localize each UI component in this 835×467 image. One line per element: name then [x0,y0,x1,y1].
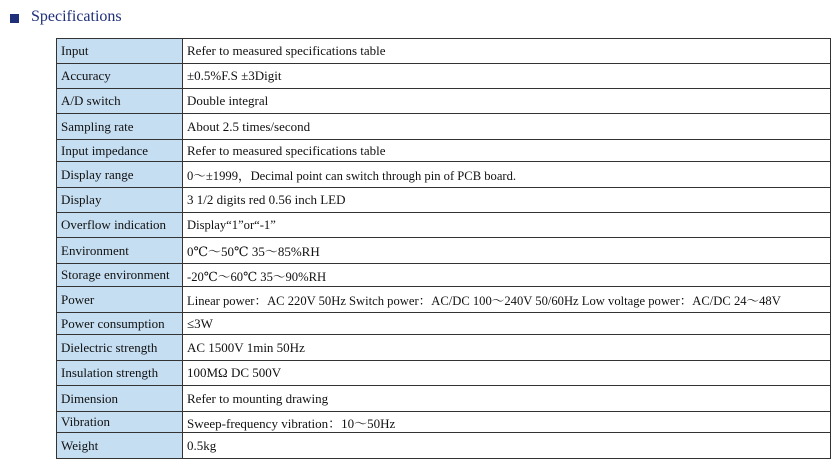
table-row [57,188,831,213]
spec-value: 100MΩ DC 500V [183,361,831,386]
section-heading [10,5,122,29]
spec-value: 3 1/2 digits red 0.56 inch LED [183,188,831,213]
spec-label: Storage environment [57,264,183,287]
spec-label: Environment [57,238,183,264]
spec-value: Double integral [183,89,831,114]
spec-value: 0℃～50℃ 35～85%RH [183,238,831,264]
table-row [57,313,831,335]
square-bullet-icon [10,14,19,23]
table-row [57,64,831,89]
table-row [57,114,831,140]
table-row [57,412,831,433]
table-row [57,89,831,114]
spec-label: Dielectric strength [57,335,183,361]
table-row [57,335,831,361]
spec-label: Power consumption [57,313,183,335]
spec-label: Display [57,188,183,213]
table-row [57,162,831,188]
spec-value: Refer to measured specifications table [183,140,831,162]
spec-label: Dimension [57,386,183,412]
table-row [57,39,831,64]
spec-value: Refer to mounting drawing [183,386,831,412]
spec-label: Input impedance [57,140,183,162]
table-row [57,213,831,238]
spec-value: Refer to measured specifications table [183,39,831,64]
spec-value: Display“1”or“-1” [183,213,831,238]
spec-label: Sampling rate [57,114,183,140]
spec-label: Insulation strength [57,361,183,386]
table-row [57,140,831,162]
spec-label: Overflow indication [57,213,183,238]
table-row [57,287,831,313]
table-row [57,238,831,264]
spec-value: Linear power：AC 220V 50Hz Switch power：AC/DC 100～240V 50/60Hz Low voltage power：AC/DC 24～48V [183,287,831,313]
spec-label: Power [57,287,183,313]
spec-value: -20℃～60℃ 35～90%RH [183,264,831,287]
spec-value: AC 1500V 1min 50Hz [183,335,831,361]
table-row [57,386,831,412]
spec-label: Input [57,39,183,64]
spec-value: 0.5kg [183,433,831,459]
spec-label: Accuracy [57,64,183,89]
section-title: Specifications [31,8,122,25]
spec-value: ≤3W [183,313,831,335]
table-row [57,264,831,287]
spec-label: A/D switch [57,89,183,114]
table-row [57,433,831,459]
spec-value: Sweep-frequency vibration：10～50Hz [183,412,831,433]
specifications-table [56,38,831,459]
table-row [57,361,831,386]
spec-label: Weight [57,433,183,459]
spec-label: Display range [57,162,183,188]
spec-value: 0～±1999，Decimal point can switch through pin of PCB board. [183,162,831,188]
spec-label: Vibration [57,412,183,433]
spec-value: ±0.5%F.S ±3Digit [183,64,831,89]
spec-value: About 2.5 times/second [183,114,831,140]
